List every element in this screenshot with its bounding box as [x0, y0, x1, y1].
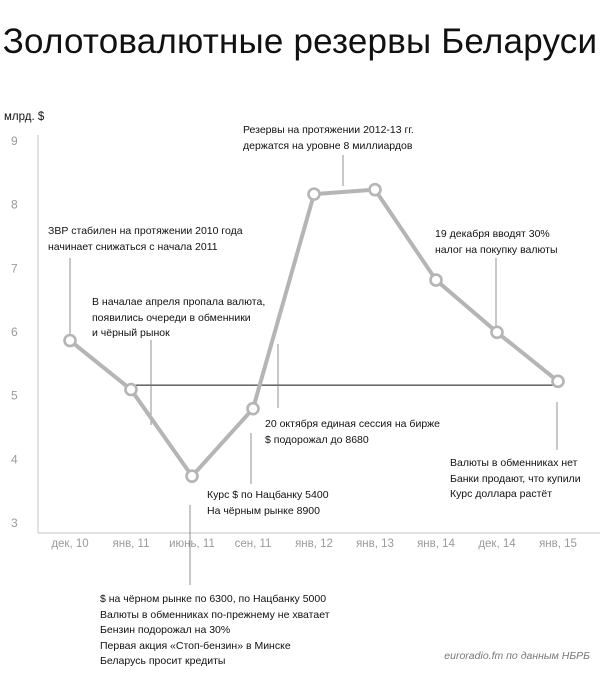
annotation-line: Бензин подорожал на 30% [100, 624, 231, 636]
annotation-line: Беларусь просит кредиты [100, 655, 226, 667]
x-tick-label: дек, 10 [51, 538, 89, 550]
annotation-2010-stable [48, 224, 243, 255]
data-point [126, 384, 137, 395]
data-point [431, 275, 442, 286]
annotation-line: ЗВР стабилен на протяжении 2010 года [48, 225, 243, 237]
annotation-line: налог на покупку валюты [435, 243, 558, 256]
data-point [309, 189, 320, 200]
annotation-october-session [265, 417, 440, 448]
annotation-line: Резервы на протяжении 2012-13 гг. [243, 124, 414, 136]
x-tick-label: дек, 14 [478, 538, 516, 550]
annotation-line: появились очереди в обменники [92, 311, 251, 324]
x-tick-label: июнь, 11 [169, 538, 215, 550]
source-credit: euroradio.fm по данным НБРБ [444, 650, 590, 662]
annotation-reserves-2012-13 [243, 123, 414, 154]
y-tick-label: 9 [11, 134, 18, 148]
data-point [187, 471, 198, 482]
x-tick-label: янв, 12 [295, 538, 333, 550]
annotation-line: и чёрный рынок [92, 327, 170, 339]
annotation-line: Валюты в обменниках нет [450, 457, 578, 469]
annotation-line: 20 октября единая сессия на бирже [265, 418, 441, 430]
x-tick-label: янв, 14 [417, 538, 455, 550]
annotation-rate-5400 [207, 488, 329, 519]
x-tick-label: сен, 11 [234, 538, 272, 550]
y-tick-label: 7 [11, 261, 18, 276]
y-tick-label: 6 [11, 325, 18, 339]
y-tick-label: 3 [11, 516, 18, 530]
x-tick-label: янв, 13 [356, 538, 394, 550]
annotation-line: Первая акция «Стоп-бензин» в Минске [100, 639, 291, 652]
data-point [553, 376, 564, 387]
annotation-line: Валюты в обменниках по-прежнему не хватает [100, 608, 330, 621]
annotation-line: держатся на уровне 8 миллиардов [243, 139, 413, 152]
data-point [65, 335, 76, 346]
annotation-line: $ подорожал до 8680 [265, 433, 369, 446]
y-tick-label: 8 [11, 197, 18, 212]
x-tick-label: янв, 11 [112, 538, 150, 550]
annotation-line: На чёрным рынке 8900 [207, 504, 320, 517]
annotation-april-currency [92, 295, 265, 342]
y-tick-label: 5 [11, 388, 18, 403]
data-point [492, 327, 503, 338]
chart-title: Золотовалютные резервы Беларуси [2, 22, 598, 61]
annotation-june-2011 [100, 592, 330, 670]
x-tick-label: янв, 15 [539, 538, 577, 550]
annotation-line: начинает снижаться с начала 2011 [48, 240, 218, 253]
annotation-line: Курс $ по Нацбанку 5400 [207, 489, 329, 501]
data-point [370, 184, 381, 195]
annotation-line: Курс доллара растёт [450, 488, 553, 500]
annotation-line: 19 декабря вводят 30% [435, 228, 550, 240]
annotation-tax-30 [435, 227, 558, 258]
annotation-no-currency [450, 456, 581, 503]
annotation-line: $ на чёрном рынке по 6300, по Нацбанку 5000 [100, 593, 327, 605]
y-tick-label: 4 [11, 452, 18, 467]
data-point [248, 403, 259, 414]
y-axis-label: млрд. $ [4, 111, 45, 123]
annotation-line: Банки продают, что купили [450, 472, 581, 485]
annotation-line: В началае апреля пропала валюта, [92, 296, 266, 308]
